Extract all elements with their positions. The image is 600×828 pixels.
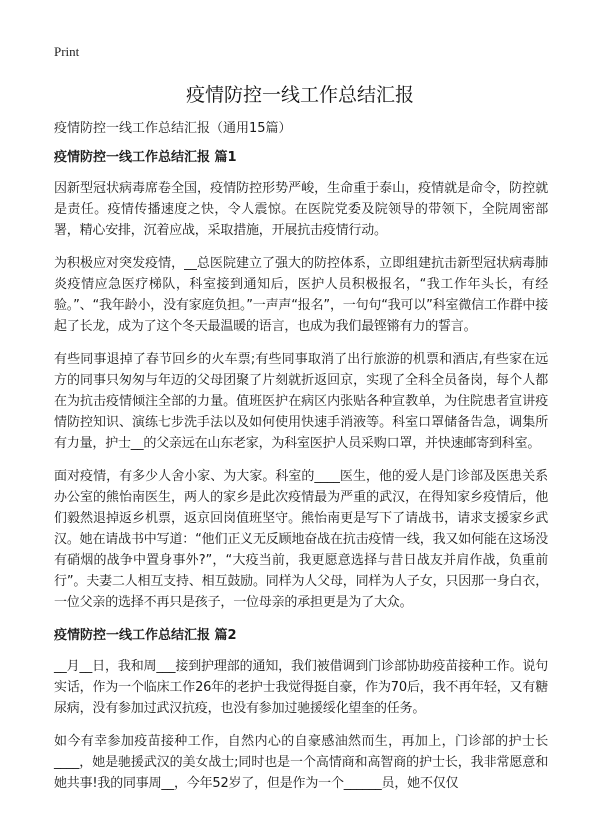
page-title: 疫情防控一线工作总结汇报: [185, 84, 414, 106]
print-link[interactable]: Print: [54, 44, 80, 59]
paragraph: 有些同事退掉了春节回乡的火车票;有些同事取消了出行旅游的机票和酒店,有些家在远方的同事只匆匆与年迈的父母团聚了片刻就折返回京，实现了全科全员备岗，每个人都在为抗击疫情倾注全部的力量。值班医护在病区内张贴各种宣教单，为住院患者宣讲疫情防控知识、演练七步洗手法以及如何使用快速手消液等。科室口罩储备告急，调集所有力量，护士__的父亲远在山东老家，为科室医护人员采购口罩，并快速邮寄到科室。: [54, 352, 548, 451]
section-heading-1: 疫情防控一线工作总结汇报 篇1: [54, 150, 237, 165]
paragraph: 如今有幸参加疫苗接种工作，自然内心的自豪感油然而生，再加上，门诊部的护士长____，她是驰援武汉的美女战士;同时也是一个高情商和高智商的护士长，我非常愿意和她共事!我的同事周__，今年52岁了，但是作为一个______员，她不仅仅: [54, 734, 548, 791]
document-body: [54, 118, 548, 806]
paragraph: __月__日，我和周___接到护理部的通知，我们被借调到门诊部协助疫苗接种工作。说句实话，作为一个临床工作26年的老护士我觉得挺自豪，作为70后，我不再年轻，又有糖尿病，没有参加过武汉抗疫，也没有参加过驰援绥化望奎的任务。: [54, 659, 548, 716]
document-subtitle: 疫情防控一线工作总结汇报（通用15篇）: [54, 121, 292, 136]
paragraph: 因新型冠状病毒席卷全国，疫情防控形势严峻，生命重于泰山，疫情就是命令，防控就是责任。疫情传播速度之快，令人震惊。在医院党委及院领导的带领下，全院周密部署，精心安排，沉着应战，采取措施，开展抗击疫情行动。: [54, 181, 548, 238]
section-heading-2: 疫情防控一线工作总结汇报 篇2: [54, 628, 237, 643]
paragraph: 面对疫情，有多少人舍小家、为大家。科室的____医生，他的爱人是门诊部及医患关系办公室的熊怡南医生，两人的家乡是此次疫情最为严重的武汉，在得知家乡疫情后，他们毅然退掉返乡机票，返京回岗值班坚守。熊怡南更是写下了请战书，请求支援家乡武汉。她在请战书中写道：“他们正义无反顾地奋战在抗击疫情一线，我又如何能在这场没有硝烟的战争中置身事外?”，“大疫当前，我更愿意选择与昔日战友并肩作战，负重前行”。夫妻二人相互支持、相互鼓励。同样为人父母，同样为人子女，只因那一身白衣，一位父亲的选择不再只是孩子，一位母亲的承担更是为了大众。: [54, 469, 548, 610]
paragraph: 为积极应对突发疫情，__总医院建立了强大的防控体系，立即组建抗击新型冠状病毒肺炎疫情应急医疗梯队，科室接到通知后，医护人员积极报名，“我工作年头长，有经验。”、“我年龄小，没有家庭负担。”一声声“报名”，一句句“我可以”科室微信工作群中接起了长龙，成为了这个冬天最温暖的语言，也成为我们最铿锵有力的誓言。: [54, 256, 548, 334]
